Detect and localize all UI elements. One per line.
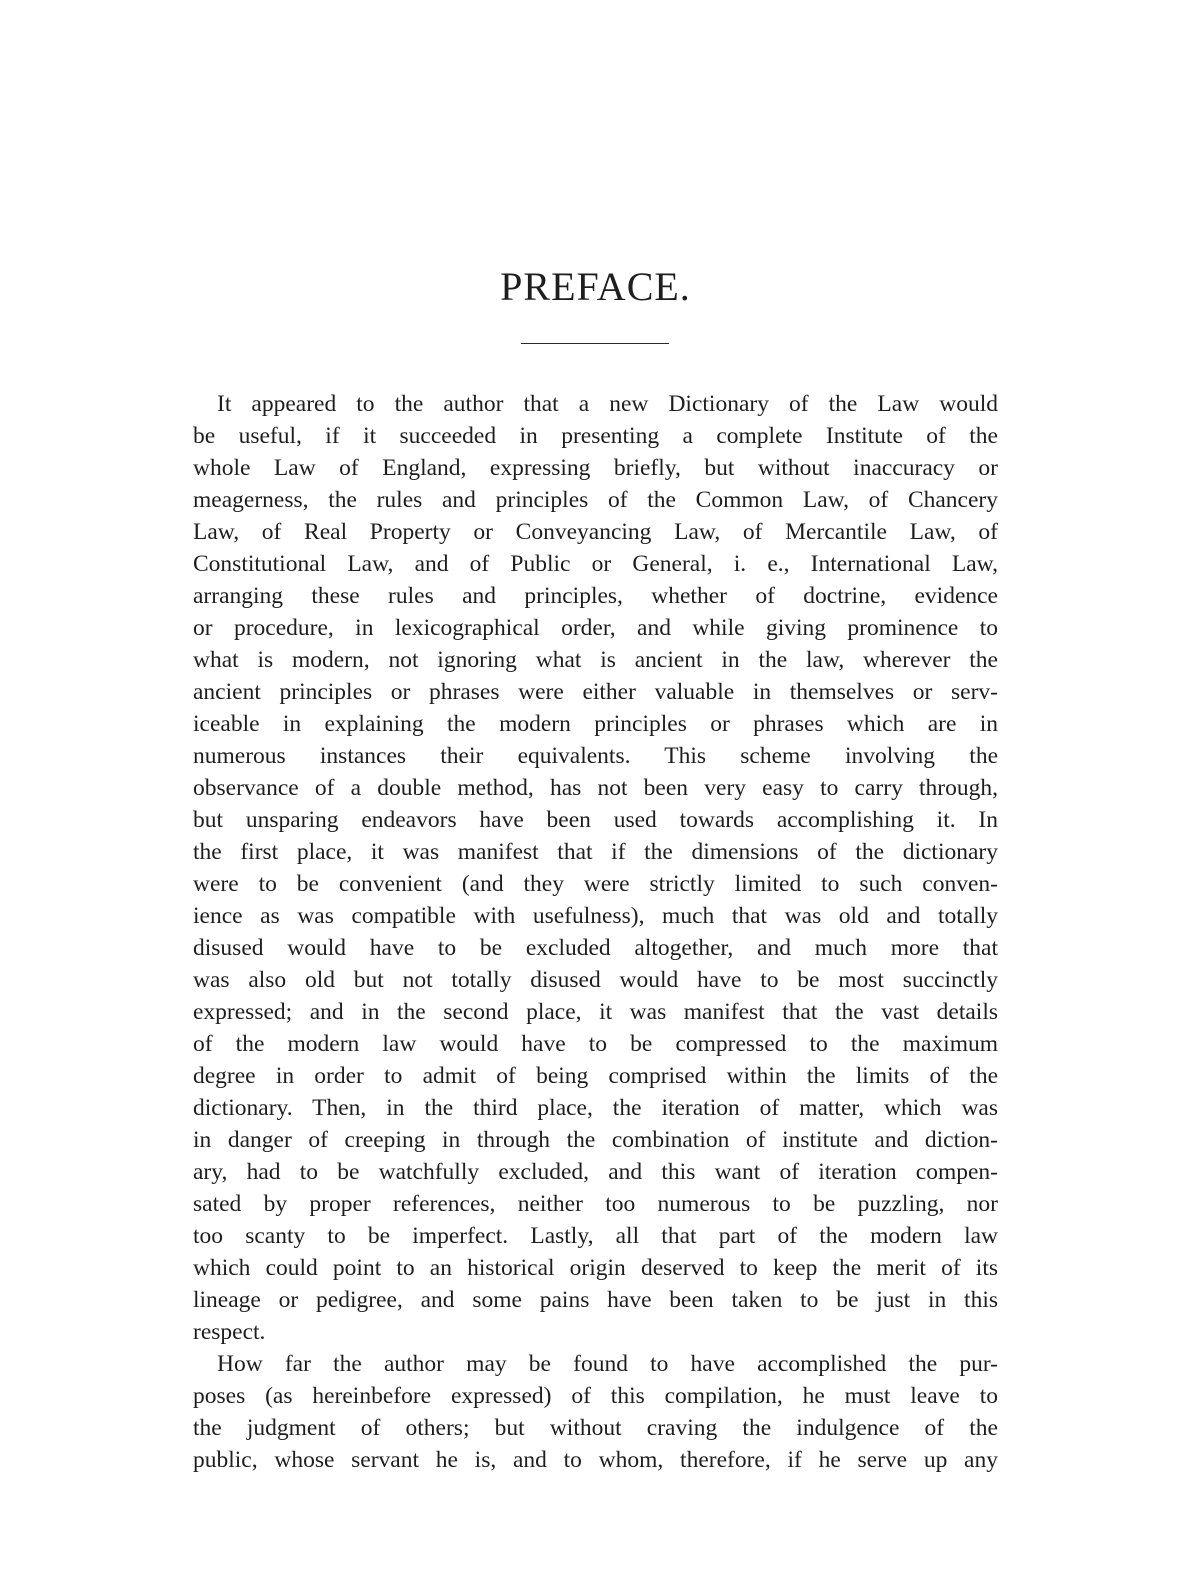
text-line: was also old but not totally disused would have to be most succinctly (193, 967, 998, 993)
text-line: what is modern, not ignoring what is ancient in the law, wherever the (193, 647, 998, 673)
text-line: ary, had to be watchfully excluded, and this want of iteration compen- (193, 1159, 998, 1185)
text-line: respect. (193, 1319, 266, 1345)
text-line: the first place, it was manifest that if the dimensions of the dictionary (193, 839, 998, 865)
text-line: were to be convenient (and they were strictly limited to such conven- (193, 871, 998, 897)
text-line: arranging these rules and principles, whether of doctrine, evidence (193, 583, 998, 609)
text-line: Constitutional Law, and of Public or General, i. e., International Law, (193, 551, 998, 577)
text-line: It appeared to the author that a new Dictionary of the Law would (217, 391, 998, 417)
text-line: iceable in explaining the modern principles or phrases which are in (193, 711, 998, 737)
text-line: the judgment of others; but without craving the indulgence of the (193, 1415, 998, 1441)
text-line: observance of a double method, has not been very easy to carry through, (193, 775, 998, 801)
title-rule (521, 343, 669, 344)
text-line: in danger of creeping in through the combination of institute and diction- (193, 1127, 998, 1153)
text-line: which could point to an historical origin deserved to keep the merit of its (193, 1255, 998, 1281)
text-line: ience as was compatible with usefulness), much that was old and totally (193, 903, 998, 929)
text-line: degree in order to admit of being comprised within the limits of the (193, 1063, 998, 1089)
page-title: PREFACE. (500, 264, 691, 309)
text-line: but unsparing endeavors have been used towards accomplishing it. In (193, 807, 998, 833)
preface-body (193, 388, 998, 1476)
text-line: dictionary. Then, in the third place, the iteration of matter, which was (193, 1095, 998, 1121)
text-line: lineage or pedigree, and some pains have been taken to be just in this (193, 1287, 998, 1313)
paragraph (193, 388, 998, 1348)
text-line: Law, of Real Property or Conveyancing Law, of Mercantile Law, of (193, 519, 998, 545)
text-line: of the modern law would have to be compressed to the maximum (193, 1031, 998, 1057)
text-line: public, whose servant he is, and to whom, therefore, if he serve up any (193, 1447, 998, 1473)
text-line: be useful, if it succeeded in presenting a complete Institute of the (193, 423, 998, 449)
text-line: or procedure, in lexicographical order, and while giving prominence to (193, 615, 998, 641)
text-line: sated by proper references, neither too numerous to be puzzling, nor (193, 1191, 998, 1217)
text-line: whole Law of England, expressing briefly, but without inaccuracy or (193, 455, 998, 481)
text-line: poses (as hereinbefore expressed) of this compilation, he must leave to (193, 1383, 998, 1409)
text-line: numerous instances their equivalents. This scheme involving the (193, 743, 998, 769)
text-line: meagerness, the rules and principles of the Common Law, of Chancery (193, 487, 998, 513)
text-line: too scanty to be imperfect. Lastly, all that part of the modern law (193, 1223, 998, 1249)
paragraph (193, 1348, 998, 1476)
text-line: How far the author may be found to have accomplished the pur- (217, 1351, 998, 1377)
text-line: ancient principles or phrases were either valuable in themselves or serv- (193, 679, 998, 705)
text-line: expressed; and in the second place, it was manifest that the vast details (193, 999, 998, 1025)
text-line: disused would have to be excluded altogether, and much more that (193, 935, 998, 961)
